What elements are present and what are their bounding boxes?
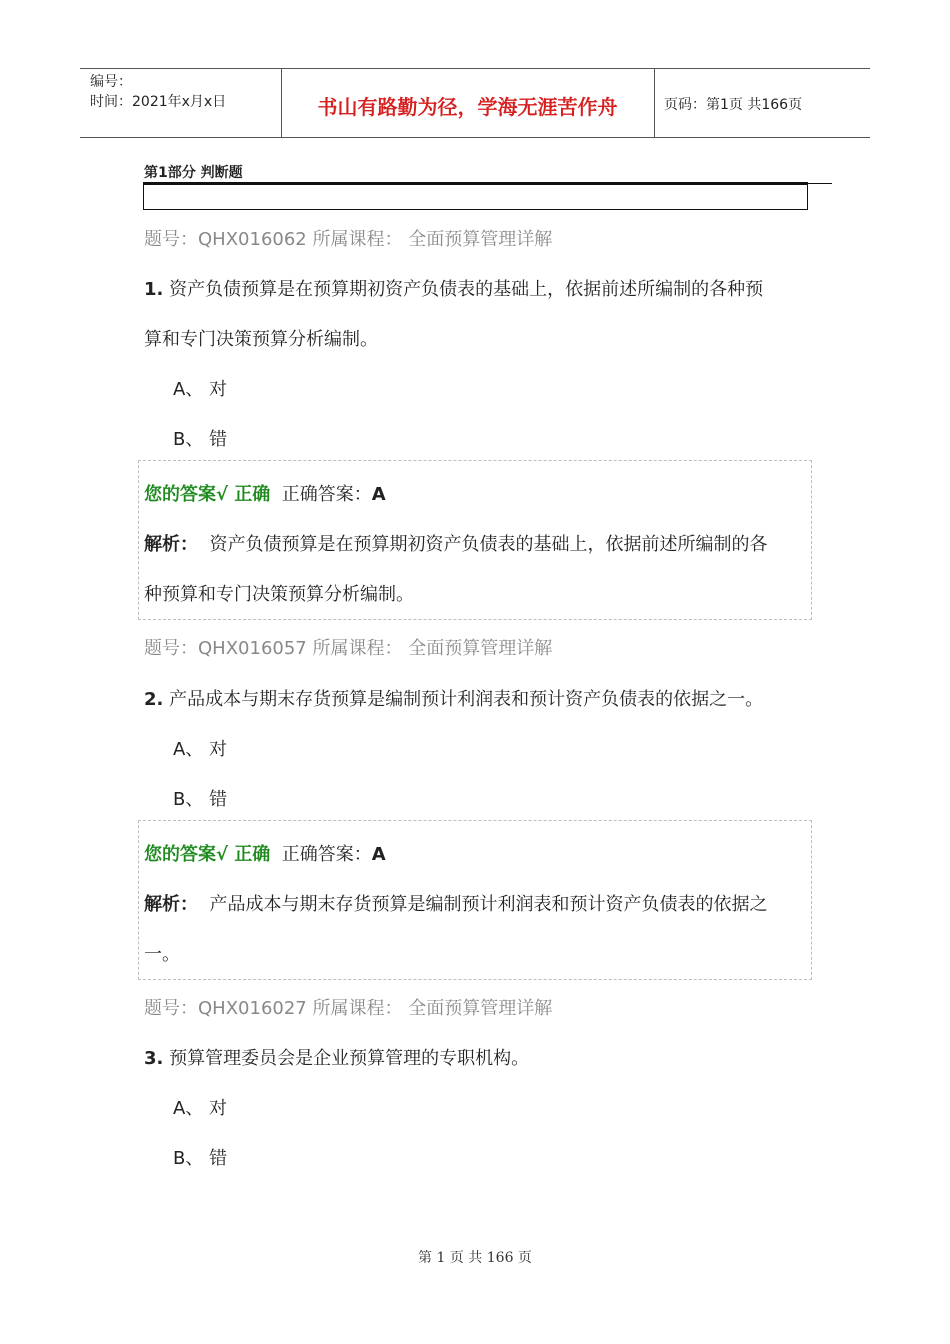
question-text (144, 685, 763, 711)
question-text-line: 资产负债预算是在预算期初资产负债表的基础上，依据前述所编制的各种预 (169, 279, 764, 300)
your-answer: 您的答案√ 正确 (144, 844, 271, 865)
question-text-line: 算和专门决策预算分析编制。 (144, 329, 378, 350)
question-meta: 题号：QHX016057 所属课程： 全面预算管理详解 (144, 638, 553, 659)
header-right-cell (654, 69, 870, 137)
option-a[interactable]: A、 对 (173, 739, 228, 760)
correct-answer: A (371, 484, 386, 505)
analysis-label: 解析： (144, 894, 198, 915)
motto: 书山有路勤为径，学海无涯苦作舟 (317, 95, 618, 119)
correct-answer: A (371, 844, 386, 865)
question-meta: 题号：QHX016062 所属课程： 全面预算管理详解 (144, 229, 553, 250)
question-text (144, 1044, 529, 1070)
option-b[interactable]: B、 错 (173, 1148, 228, 1169)
number-label: 编号： (90, 74, 132, 90)
analysis-label: 解析： (144, 534, 198, 555)
date-line: 时间：2021年x月x日 (90, 94, 227, 110)
option-b[interactable]: B、 错 (173, 429, 228, 450)
option-b[interactable]: B、 错 (173, 789, 228, 810)
analysis-text: 资产负债预算是在预算期初资产负债表的基础上，依据前述所编制的各 (209, 534, 768, 555)
answer-line (144, 840, 386, 866)
question-text (144, 275, 763, 301)
correct-answer-label: 正确答案： (281, 484, 372, 505)
section-title: 第1部分 判断题 (144, 165, 243, 181)
correct-answer-label: 正确答案： (281, 844, 372, 865)
answer-line (144, 480, 386, 506)
question-text-line: 产品成本与期末存货预算是编制预计利润表和预计资产负债表的依据之一。 (169, 689, 764, 710)
option-a[interactable]: A、 对 (173, 1098, 228, 1119)
question-number: 1. (144, 279, 164, 300)
question-text-line: 预算管理委员会是企业预算管理的专职机构。 (169, 1048, 530, 1069)
page-footer: 第 1 页 共 166 页 (418, 1250, 532, 1266)
analysis-text: 一。 (144, 944, 180, 965)
header-left-cell (80, 69, 282, 137)
question-meta: 题号：QHX016027 所属课程： 全面预算管理详解 (144, 998, 553, 1019)
analysis-text: 产品成本与期末存货预算是编制预计利润表和预计资产负债表的依据之 (209, 894, 768, 915)
question-number: 2. (144, 689, 164, 710)
analysis-text: 种预算和专门决策预算分析编制。 (144, 584, 414, 605)
page-info: 页码：第1页 共166页 (664, 97, 803, 113)
document-header (80, 68, 870, 138)
analysis-line (144, 890, 767, 916)
your-answer: 您的答案√ 正确 (144, 484, 271, 505)
analysis-line (144, 530, 767, 556)
section-empty-box (143, 185, 808, 210)
section-divider-tail (808, 183, 832, 184)
question-number: 3. (144, 1048, 164, 1069)
header-middle-cell (281, 69, 655, 137)
option-a[interactable]: A、 对 (173, 379, 228, 400)
